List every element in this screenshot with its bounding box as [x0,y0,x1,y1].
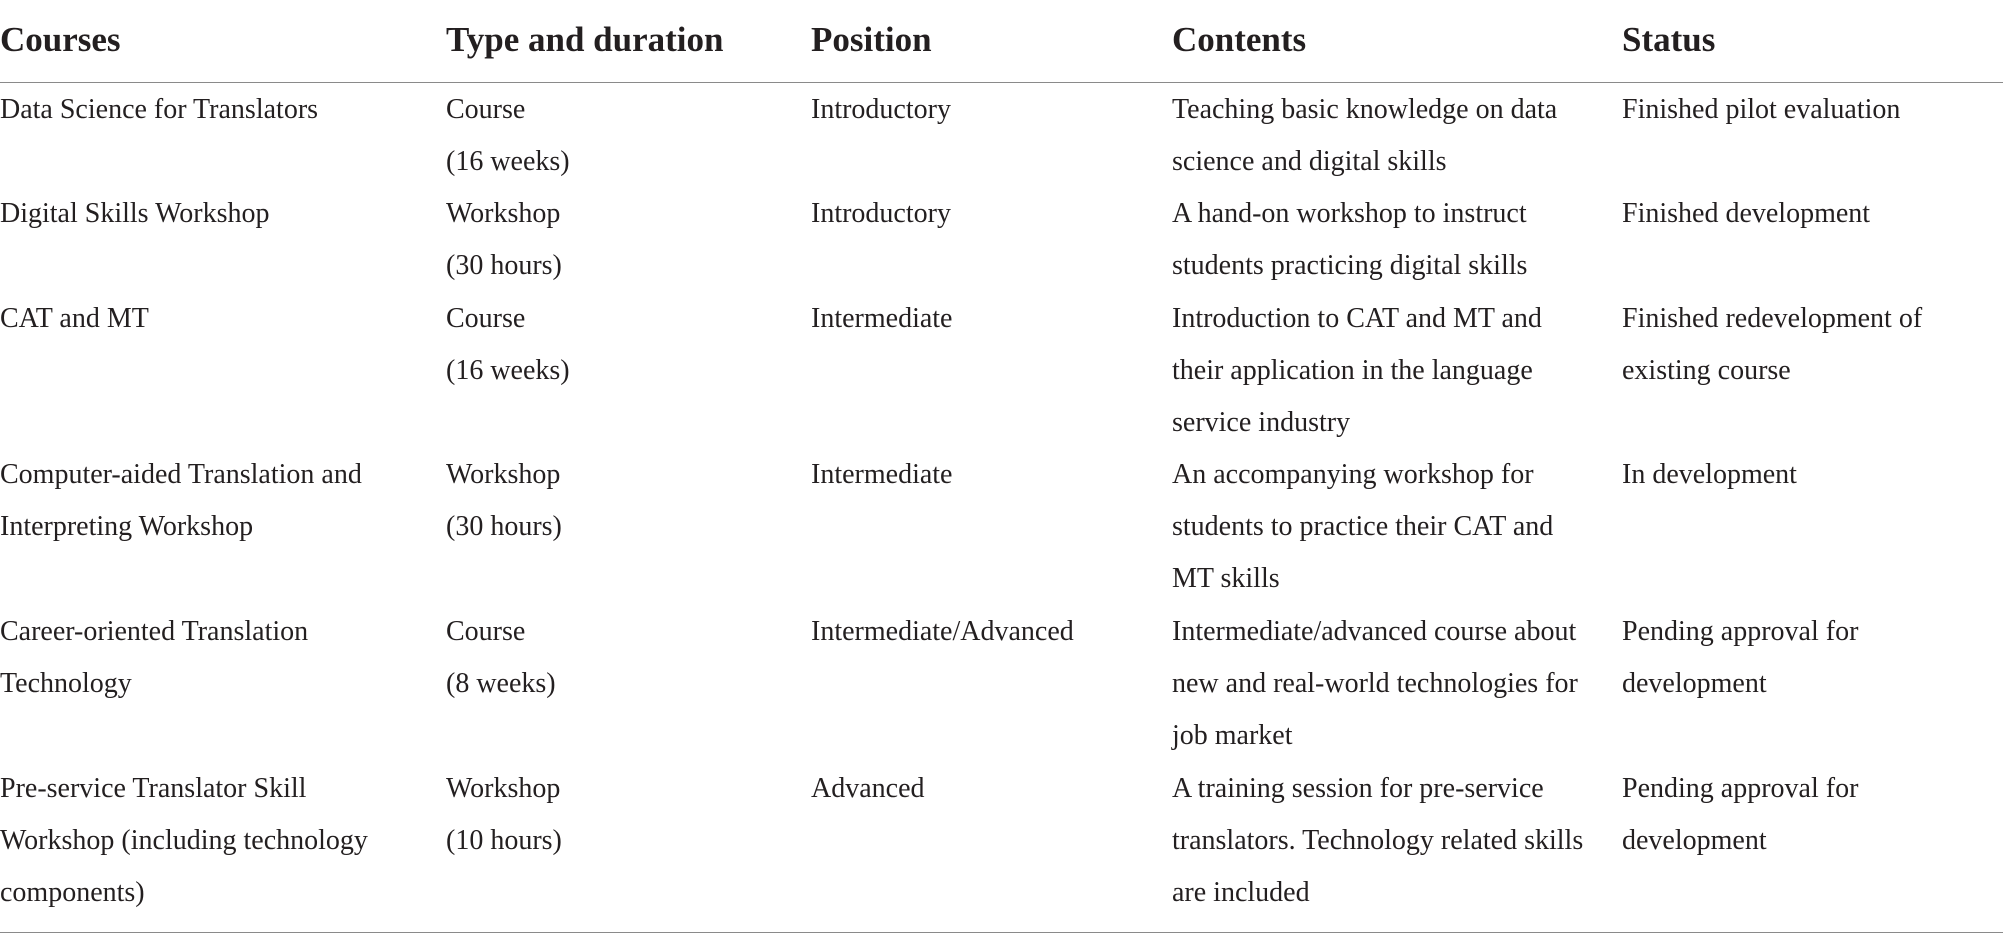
cell-position [811,84,951,136]
cell-text-line: Introductory [811,94,951,125]
cell-text-line: Pending approval for [1622,772,1859,804]
cell-text-line: (30 hours) [446,511,562,543]
cell-text-line: Workshop [446,459,561,491]
cell-text-line: A hand-on workshop to instruct [1172,198,1527,230]
cell-text-line: A training session for pre-service [1172,772,1544,804]
cell-text-line: Finished development [1622,198,1871,230]
cell-text-line: CAT and MT [0,302,149,334]
cell-text-line: (8 weeks) [446,668,556,699]
cell-text-line: Digital Skills Workshop [0,198,270,230]
cell-text-line: Course [446,302,526,334]
cell-text-line: Intermediate/Advanced [811,616,1074,647]
cell-course [0,606,308,710]
header-contents: Contents [1172,20,1307,59]
cell-contents [1172,763,1583,919]
cell-text-line: existing course [1622,354,1791,386]
table-header-row [0,0,2003,83]
cell-text-line: Course [446,616,526,647]
cell-text-line: Intermediate/advanced course about [1172,616,1577,647]
cell-text-line: In development [1622,459,1797,491]
cell-text-line: Intermediate [811,302,953,334]
cell-text-line: Finished pilot evaluation [1622,94,1901,125]
cell-type-duration [446,763,562,867]
cell-text-line: components) [0,876,145,908]
cell-text-line: Workshop [446,198,561,230]
cell-text-line: MT skills [1172,563,1280,595]
cell-text-line: students to practice their CAT and [1172,511,1554,543]
cell-text-line: (30 hours) [446,250,562,282]
cell-text-line: (16 weeks) [446,146,570,177]
cell-course [0,763,368,919]
cell-text-line: development [1622,668,1767,699]
cell-text-line: Teaching basic knowledge on data [1172,94,1558,125]
cell-contents [1172,449,1553,605]
cell-status [1622,188,1870,240]
cell-text-line: Introductory [811,198,951,230]
cell-text-line: translators. Technology related skills [1172,824,1584,856]
cell-position [811,606,1074,658]
cell-text-line: their application in the language [1172,354,1533,386]
cell-text-line: job market [1172,720,1293,751]
cell-position [811,763,925,815]
cell-status [1622,763,1858,867]
table-row [0,293,2003,450]
cell-text-line: students practicing digital skills [1172,250,1528,282]
table-row [0,84,2003,188]
cell-text-line: Workshop (including technology [0,824,368,856]
cell-text-line: Pending approval for [1622,616,1859,647]
cell-text-line: new and real-world technologies for [1172,668,1578,699]
cell-type-duration [446,293,570,397]
cell-text-line: Pre-service Translator Skill [0,772,307,804]
cell-text-line: Data Science for Translators [0,94,319,125]
header-courses: Courses [0,20,121,59]
cell-status [1622,84,1900,136]
cell-contents [1172,293,1542,449]
cell-text-line: Career-oriented Translation [0,616,309,647]
cell-text-line: Introduction to CAT and MT and [1172,302,1542,334]
cell-text-line: (10 hours) [446,824,562,856]
cell-text-line: service industry [1172,406,1351,438]
table-row [0,606,2003,763]
table-row [0,449,2003,606]
cell-type-duration [446,449,562,553]
cell-position [811,188,951,240]
cell-course [0,84,318,136]
cell-text-line: Computer-aided Translation and [0,459,362,491]
cell-contents [1172,606,1578,762]
cell-text-line: Finished redevelopment of [1622,302,1923,334]
cell-course [0,293,149,345]
table-row [0,188,2003,292]
cell-course [0,188,269,240]
cell-text-line: development [1622,824,1767,856]
cell-text-line: Advanced [811,772,925,804]
table-row [0,763,2003,920]
cell-text-line: science and digital skills [1172,146,1447,177]
cell-status [1622,606,1858,710]
cell-type-duration [446,84,570,188]
cell-text-line: are included [1172,876,1310,908]
cell-type-duration [446,606,556,710]
cell-contents [1172,188,1527,292]
cell-text-line: (16 weeks) [446,354,570,386]
cell-status [1622,449,1797,501]
header-status: Status [1622,20,1716,59]
cell-type-duration [446,188,562,292]
cell-text-line: Technology [0,668,132,699]
cell-course [0,449,362,553]
cell-contents [1172,84,1557,188]
cell-text-line: Intermediate [811,459,953,491]
cell-status [1622,293,1922,397]
header-position: Position [811,20,932,59]
table-bottom-rule [0,932,2003,933]
cell-text-line: Interpreting Workshop [0,511,254,543]
cell-text-line: Workshop [446,772,561,804]
header-type-and-duration: Type and duration [446,20,724,59]
cell-position [811,293,952,345]
cell-position [811,449,952,501]
cell-text-line: An accompanying workshop for [1172,459,1534,491]
cell-text-line: Course [446,94,526,125]
